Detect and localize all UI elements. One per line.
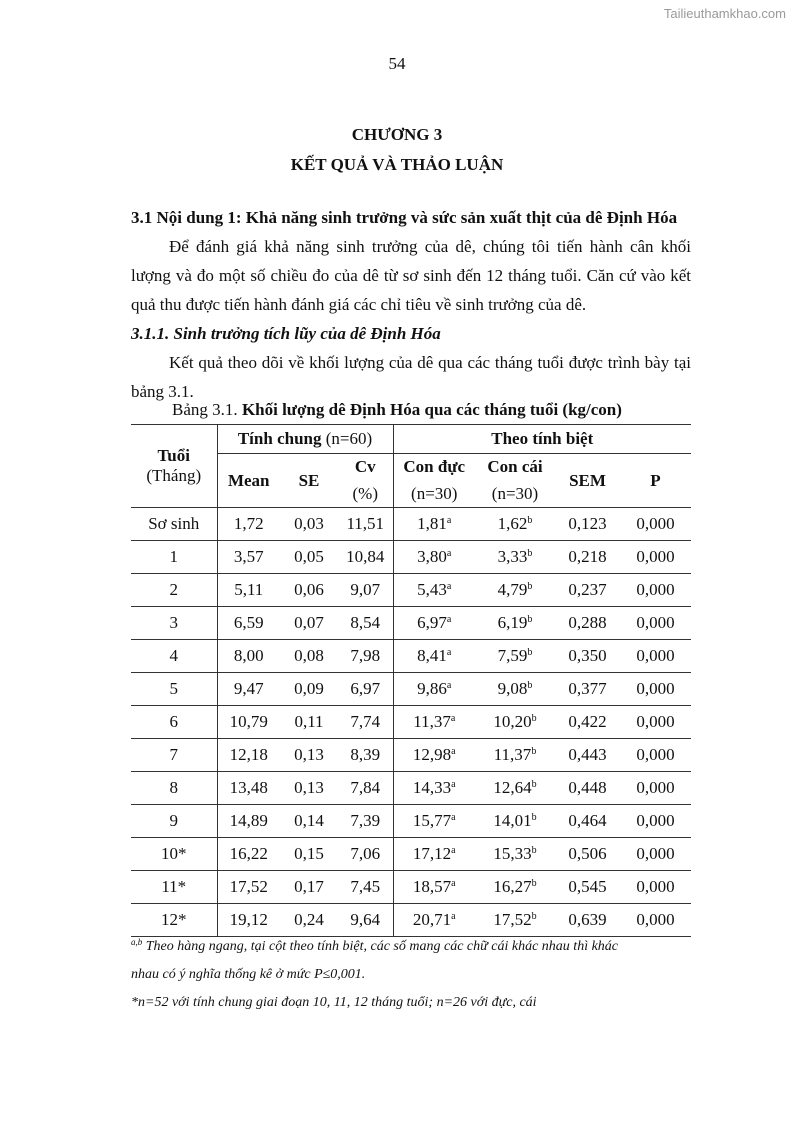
note-sample-size: *n=52 với tính chung giai đoạn 10, 11, 12 tháng tuổi; n=26 với đực, cái [131, 995, 537, 1010]
table-row [131, 607, 691, 640]
header-female-n: (n=30) [491, 483, 539, 503]
cell-p: 0,000 [620, 673, 691, 706]
cell-age: 12* [131, 904, 217, 937]
cell-age: 4 [131, 640, 217, 673]
header-p: P [650, 470, 661, 490]
cell-male: 3,80$^a$ [393, 541, 475, 574]
cell-female: 1,62$^b$ [475, 508, 555, 541]
section-paragraph: Để đánh giá khả năng sinh trưởng của dê, chúng tôi tiến hành cân khối lượng và đo một số chiều đo của dê từ sơ sinh đến 12 tháng tuổi. Căn cứ vào kết quả thu được tiến hành đánh giá các chỉ tiêu về sinh trưởng của dê. [131, 237, 691, 314]
table-caption [0, 397, 794, 423]
cell-sem: 0,464 [555, 805, 620, 838]
cell-se: 0,13 [280, 739, 338, 772]
cell-sem: 0,377 [555, 673, 620, 706]
cell-se: 0,24 [280, 904, 338, 937]
subsection-paragraph: Kết quả theo dõi về khối lượng của dê qua các tháng tuổi được trình bày tại bảng 3.1. [131, 353, 691, 401]
cell-sem: 0,506 [555, 838, 620, 871]
table-row [131, 838, 691, 871]
cell-female: 6,19$^b$ [475, 607, 555, 640]
cell-cv: 7,98 [338, 640, 393, 673]
note-significance: $^{a,b}$ Theo hàng ngang, tại cột theo tính biệt, các số mang các chữ cái khác nhau thì khác [131, 937, 619, 954]
cell-male: 14,33$^a$ [393, 772, 475, 805]
cell-se: 0,14 [280, 805, 338, 838]
cell-mean: 3,57 [217, 541, 280, 574]
cell-male: 1,81$^a$ [393, 508, 475, 541]
cell-sem: 0,237 [555, 574, 620, 607]
cell-sem: 0,422 [555, 706, 620, 739]
cell-mean: 19,12 [217, 904, 280, 937]
subsection-heading: 3.1.1. Sinh trưởng tích lũy của dê Định Hóa [131, 324, 441, 343]
cell-male: 9,86$^a$ [393, 673, 475, 706]
cell-sem: 0,545 [555, 871, 620, 904]
table-row [131, 772, 691, 805]
cell-mean: 1,72 [217, 508, 280, 541]
cell-cv: 6,97 [338, 673, 393, 706]
cell-female: 10,20$^b$ [475, 706, 555, 739]
cell-age: Sơ sinh [131, 508, 217, 541]
cell-mean: 9,47 [217, 673, 280, 706]
cell-mean: 5,11 [217, 574, 280, 607]
cell-mean: 12,18 [217, 739, 280, 772]
cell-se: 0,13 [280, 772, 338, 805]
section-heading: 3.1 Nội dung 1: Khả năng sinh trưởng và sức sản xuất thịt của dê Định Hóa [131, 208, 678, 227]
cell-age: 6 [131, 706, 217, 739]
cell-sem: 0,448 [555, 772, 620, 805]
cell-p: 0,000 [620, 838, 691, 871]
cell-male: 20,71$^a$ [393, 904, 475, 937]
table-row [131, 574, 691, 607]
cell-female: 14,01$^b$ [475, 805, 555, 838]
cell-cv: 7,39 [338, 805, 393, 838]
cell-mean: 14,89 [217, 805, 280, 838]
header-age: Tuổi (Tháng) [131, 425, 217, 508]
cell-p: 0,000 [620, 871, 691, 904]
cell-female: 3,33$^b$ [475, 541, 555, 574]
cell-p: 0,000 [620, 640, 691, 673]
header-cv: Cv [338, 454, 393, 481]
cell-female: 15,33$^b$ [475, 838, 555, 871]
cell-se: 0,15 [280, 838, 338, 871]
header-male-n: (n=30) [411, 483, 458, 503]
table-row [131, 904, 691, 937]
cell-age: 11* [131, 871, 217, 904]
cell-female: 4,79$^b$ [475, 574, 555, 607]
table-caption-prefix: Bảng 3.1. [172, 400, 238, 419]
header-general: Tính chung (n=60) [217, 425, 393, 454]
header-female: Con cái [487, 457, 543, 476]
cell-cv: 8,54 [338, 607, 393, 640]
cell-male: 17,12$^a$ [393, 838, 475, 871]
table-row [131, 739, 691, 772]
watermark: Tailieuthamkhao.com [663, 6, 786, 21]
cell-mean: 10,79 [217, 706, 280, 739]
section-body [131, 203, 691, 406]
header-male: Con đực [403, 457, 466, 476]
cell-p: 0,000 [620, 772, 691, 805]
chapter-number: CHƯƠNG 3 [351, 125, 443, 144]
header-by-sex: Theo tính biệt [393, 425, 691, 454]
cell-male: 15,77$^a$ [393, 805, 475, 838]
cell-female: 16,27$^b$ [475, 871, 555, 904]
cell-sem: 0,350 [555, 640, 620, 673]
cell-male: 12,98$^a$ [393, 739, 475, 772]
cell-se: 0,09 [280, 673, 338, 706]
cell-cv: 8,39 [338, 739, 393, 772]
cell-p: 0,000 [620, 706, 691, 739]
note-significance-cont: nhau có ý nghĩa thống kê ở mức P≤0,001. [131, 967, 366, 982]
table-row [131, 871, 691, 904]
cell-cv: 9,64 [338, 904, 393, 937]
cell-mean: 16,22 [217, 838, 280, 871]
cell-male: 6,97$^a$ [393, 607, 475, 640]
cell-age: 10* [131, 838, 217, 871]
table-row [131, 541, 691, 574]
cell-cv: 7,74 [338, 706, 393, 739]
chapter-heading [0, 120, 794, 180]
cell-mean: 17,52 [217, 871, 280, 904]
cell-se: 0,05 [280, 541, 338, 574]
cell-age: 5 [131, 673, 217, 706]
cell-female: 17,52$^b$ [475, 904, 555, 937]
table-row [131, 508, 691, 541]
table-row [131, 640, 691, 673]
cell-sem: 0,218 [555, 541, 620, 574]
cell-cv: 9,07 [338, 574, 393, 607]
table-row [131, 706, 691, 739]
cell-cv: 11,51 [338, 508, 393, 541]
cell-p: 0,000 [620, 739, 691, 772]
cell-cv: 7,84 [338, 772, 393, 805]
cell-female: 9,08$^b$ [475, 673, 555, 706]
cell-sem: 0,123 [555, 508, 620, 541]
cell-p: 0,000 [620, 904, 691, 937]
cell-age: 8 [131, 772, 217, 805]
page-number: 54 [388, 54, 406, 73]
cell-female: 7,59$^b$ [475, 640, 555, 673]
cell-se: 0,11 [280, 706, 338, 739]
table-row [131, 673, 691, 706]
cell-male: 18,57$^a$ [393, 871, 475, 904]
cell-p: 0,000 [620, 607, 691, 640]
cell-male: 11,37$^a$ [393, 706, 475, 739]
cell-age: 3 [131, 607, 217, 640]
table-notes [131, 933, 711, 1017]
chapter-title: KẾT QUẢ VÀ THẢO LUẬN [290, 155, 504, 174]
cell-sem: 0,288 [555, 607, 620, 640]
header-cv-unit: (%) [338, 480, 393, 508]
cell-male: 5,43$^a$ [393, 574, 475, 607]
cell-p: 0,000 [620, 805, 691, 838]
cell-cv: 10,84 [338, 541, 393, 574]
weight-table [131, 424, 691, 937]
cell-p: 0,000 [620, 574, 691, 607]
cell-age: 1 [131, 541, 217, 574]
cell-mean: 6,59 [217, 607, 280, 640]
header-sem: SEM [569, 470, 606, 490]
cell-se: 0,08 [280, 640, 338, 673]
header-se: SE [298, 470, 320, 490]
cell-mean: 13,48 [217, 772, 280, 805]
cell-se: 0,07 [280, 607, 338, 640]
cell-age: 2 [131, 574, 217, 607]
cell-cv: 7,45 [338, 871, 393, 904]
header-mean: Mean [227, 470, 270, 490]
cell-p: 0,000 [620, 508, 691, 541]
table-caption-title: Khối lượng dê Định Hóa qua các tháng tuổi (kg/con) [241, 400, 622, 419]
cell-sem: 0,443 [555, 739, 620, 772]
table-row [131, 805, 691, 838]
cell-mean: 8,00 [217, 640, 280, 673]
cell-p: 0,000 [620, 541, 691, 574]
cell-sem: 0,639 [555, 904, 620, 937]
cell-se: 0,03 [280, 508, 338, 541]
cell-se: 0,06 [280, 574, 338, 607]
cell-age: 7 [131, 739, 217, 772]
cell-cv: 7,06 [338, 838, 393, 871]
cell-female: 12,64$^b$ [475, 772, 555, 805]
cell-age: 9 [131, 805, 217, 838]
cell-se: 0,17 [280, 871, 338, 904]
cell-female: 11,37$^b$ [475, 739, 555, 772]
cell-male: 8,41$^a$ [393, 640, 475, 673]
